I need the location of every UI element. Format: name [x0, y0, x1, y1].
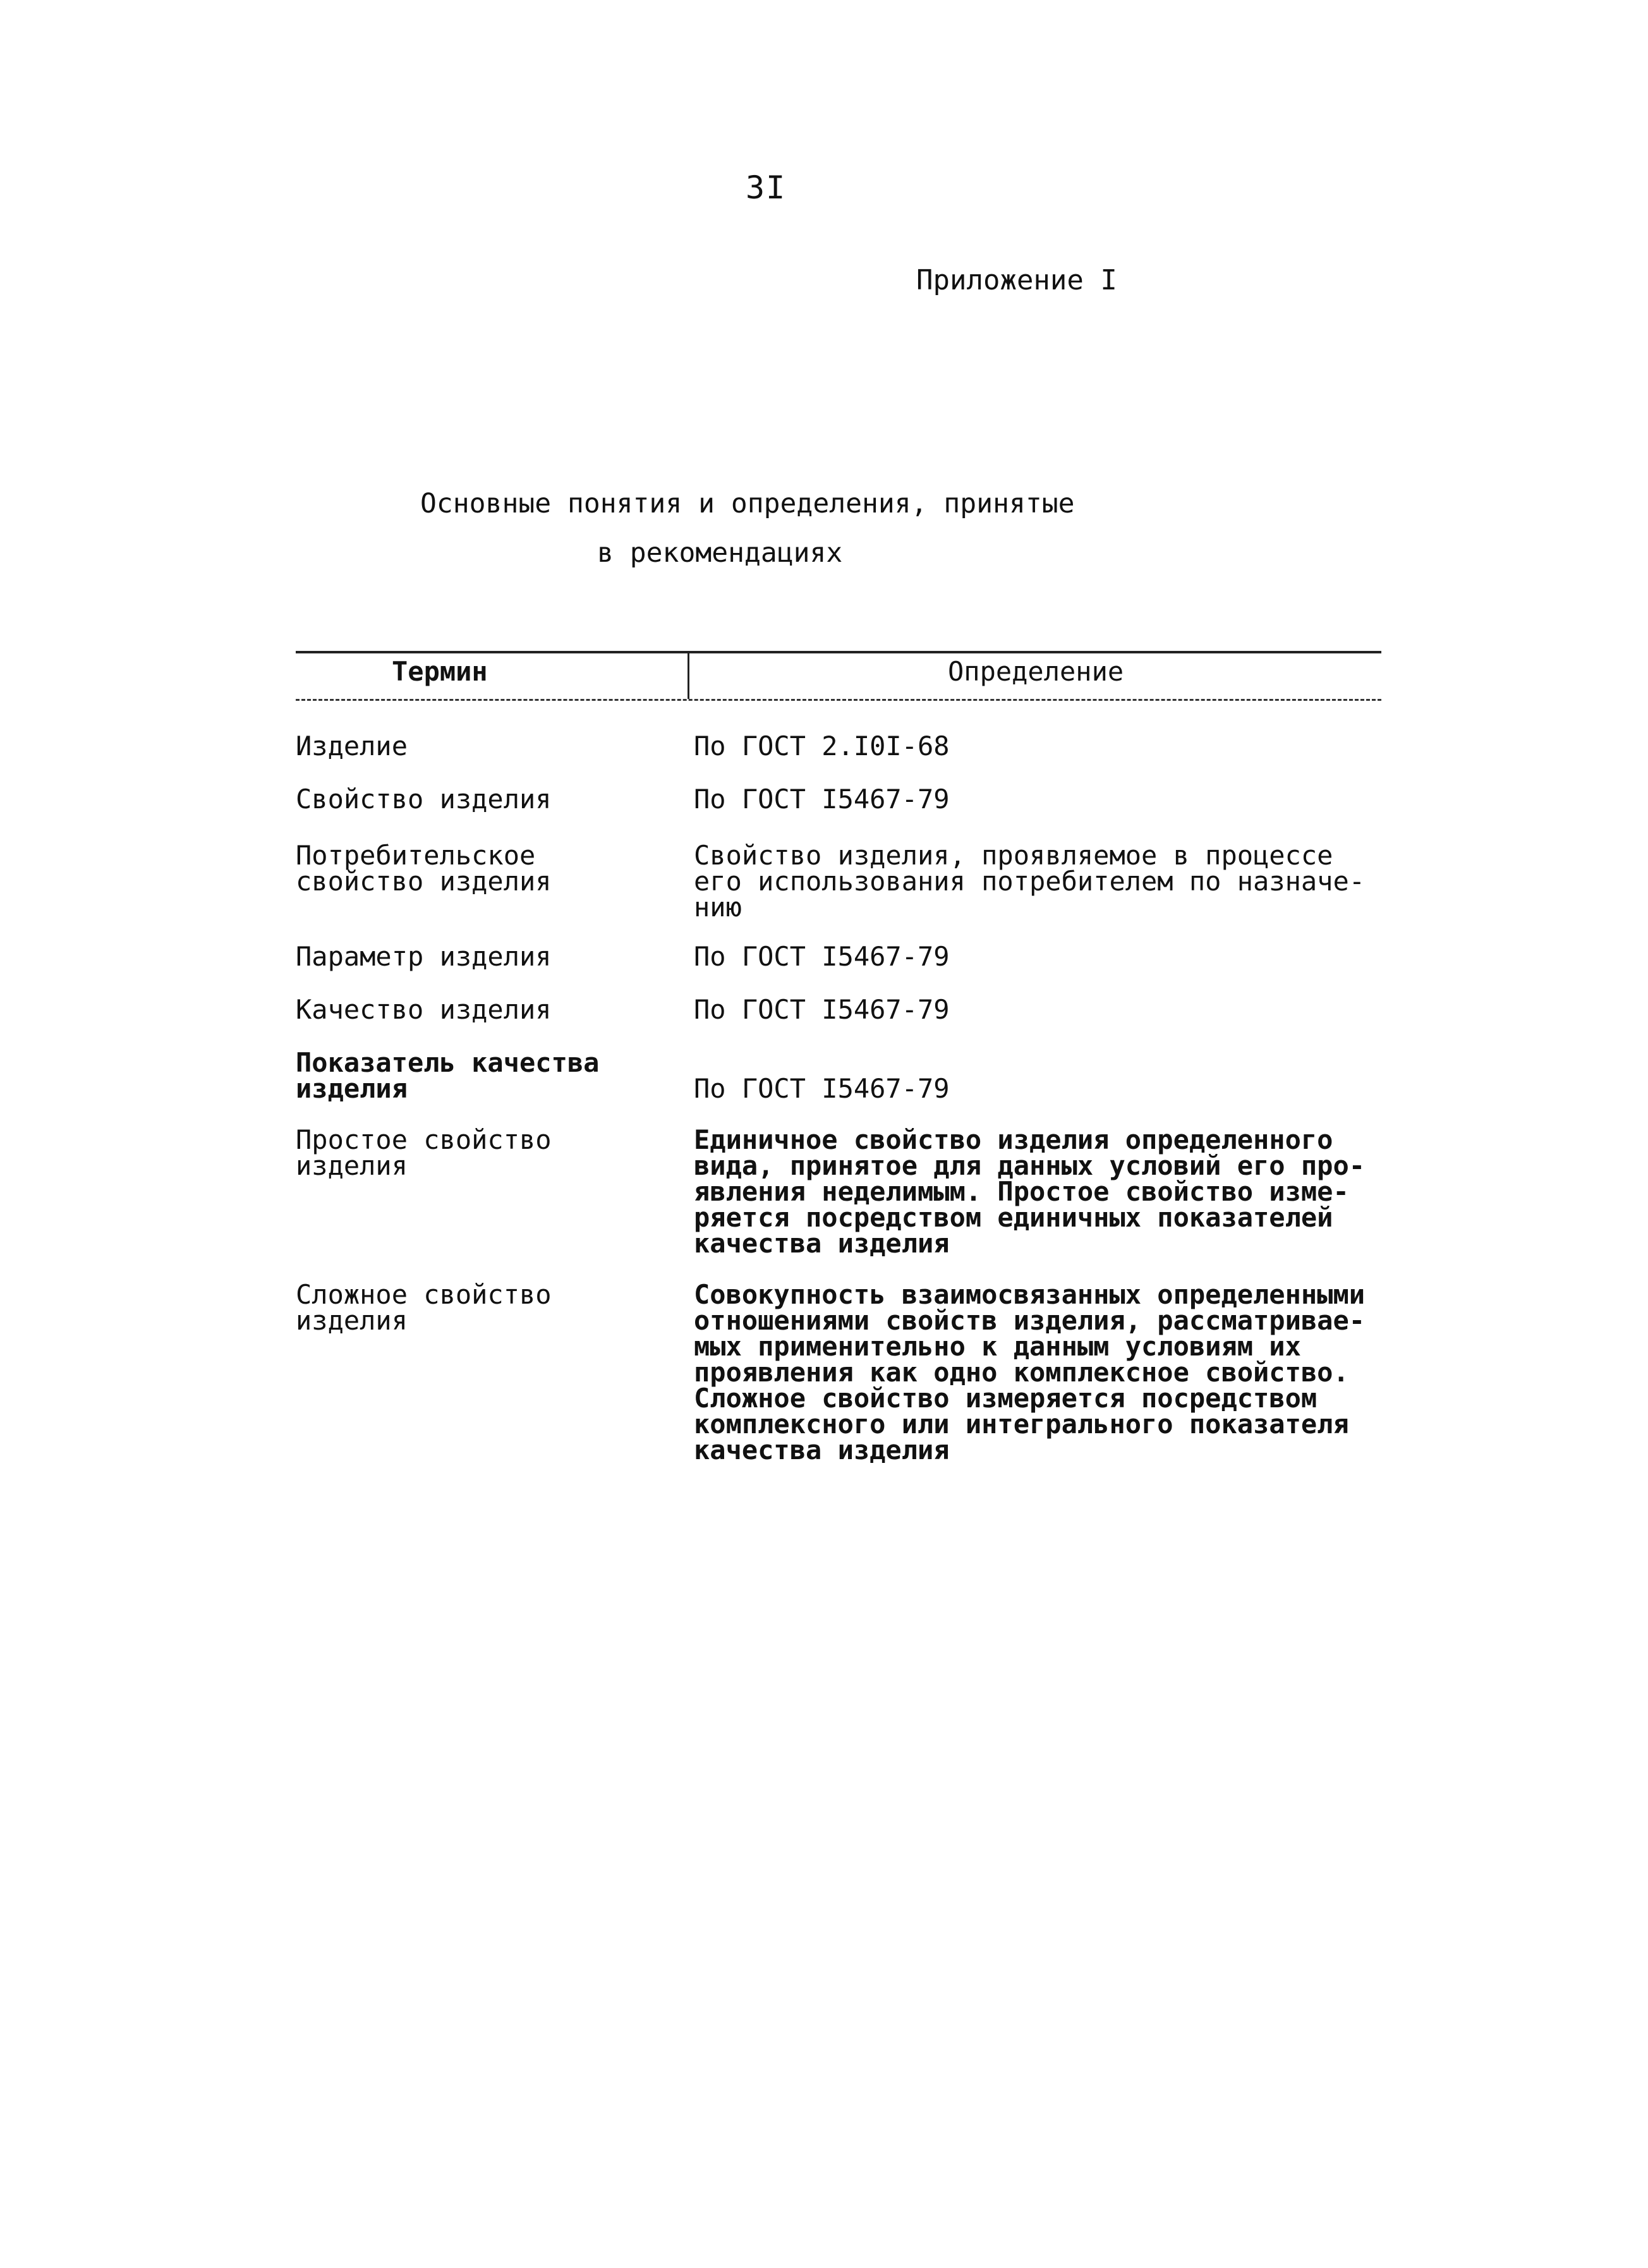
definition-cell: Совокупность взаимосвязанных определенными отношениями свойств изделия, рассматривае- мых применительно к данным условиям их проявления как одно комплексное свойство. Сложное свойство измеряется посредством комплексного или интегрального показателя качества изделия [694, 1279, 1366, 1465]
appendix-label: Приложение I [916, 264, 1117, 296]
table-top-rule [296, 651, 1381, 653]
term-cell: Изделие [296, 731, 408, 761]
definition-cell: По ГОСТ 2.I0I-68 [694, 731, 950, 761]
header-term: Термин [392, 656, 488, 687]
definition-cell: По ГОСТ I5467-79 [694, 1073, 950, 1104]
definition-cell: По ГОСТ I5467-79 [694, 784, 950, 815]
header-definition: Определение [948, 656, 1124, 687]
term-cell: Качество изделия [296, 994, 552, 1025]
page-number: 3I [746, 169, 787, 206]
header-column-divider [688, 651, 689, 699]
document-title-line-1: Основные понятия и определения, принятые [420, 488, 1075, 519]
term-cell: Сложное свойство изделия [296, 1279, 552, 1336]
term-cell: Свойство изделия [296, 784, 552, 815]
definition-cell: Единичное свойство изделия определенного вида, принятое для данных условий его про- явления неделимым. Простое свойство изме- ряется посредством единичных показателей качества изделия [694, 1124, 1366, 1259]
term-cell: Параметр изделия [296, 941, 552, 972]
definition-cell: Свойство изделия, проявляемое в процессе его использования потребителем по назначе- нию [694, 840, 1366, 923]
term-cell: Потребительское свойство изделия [296, 840, 552, 897]
definition-cell: По ГОСТ I5467-79 [694, 941, 950, 972]
definition-cell: По ГОСТ I5467-79 [694, 994, 950, 1025]
term-cell: Простое свойство изделия [296, 1124, 552, 1181]
document-title-line-2: в рекомендациях [597, 537, 843, 569]
table-header-rule [296, 699, 1381, 701]
term-cell: Показатель качества изделия [296, 1047, 600, 1104]
